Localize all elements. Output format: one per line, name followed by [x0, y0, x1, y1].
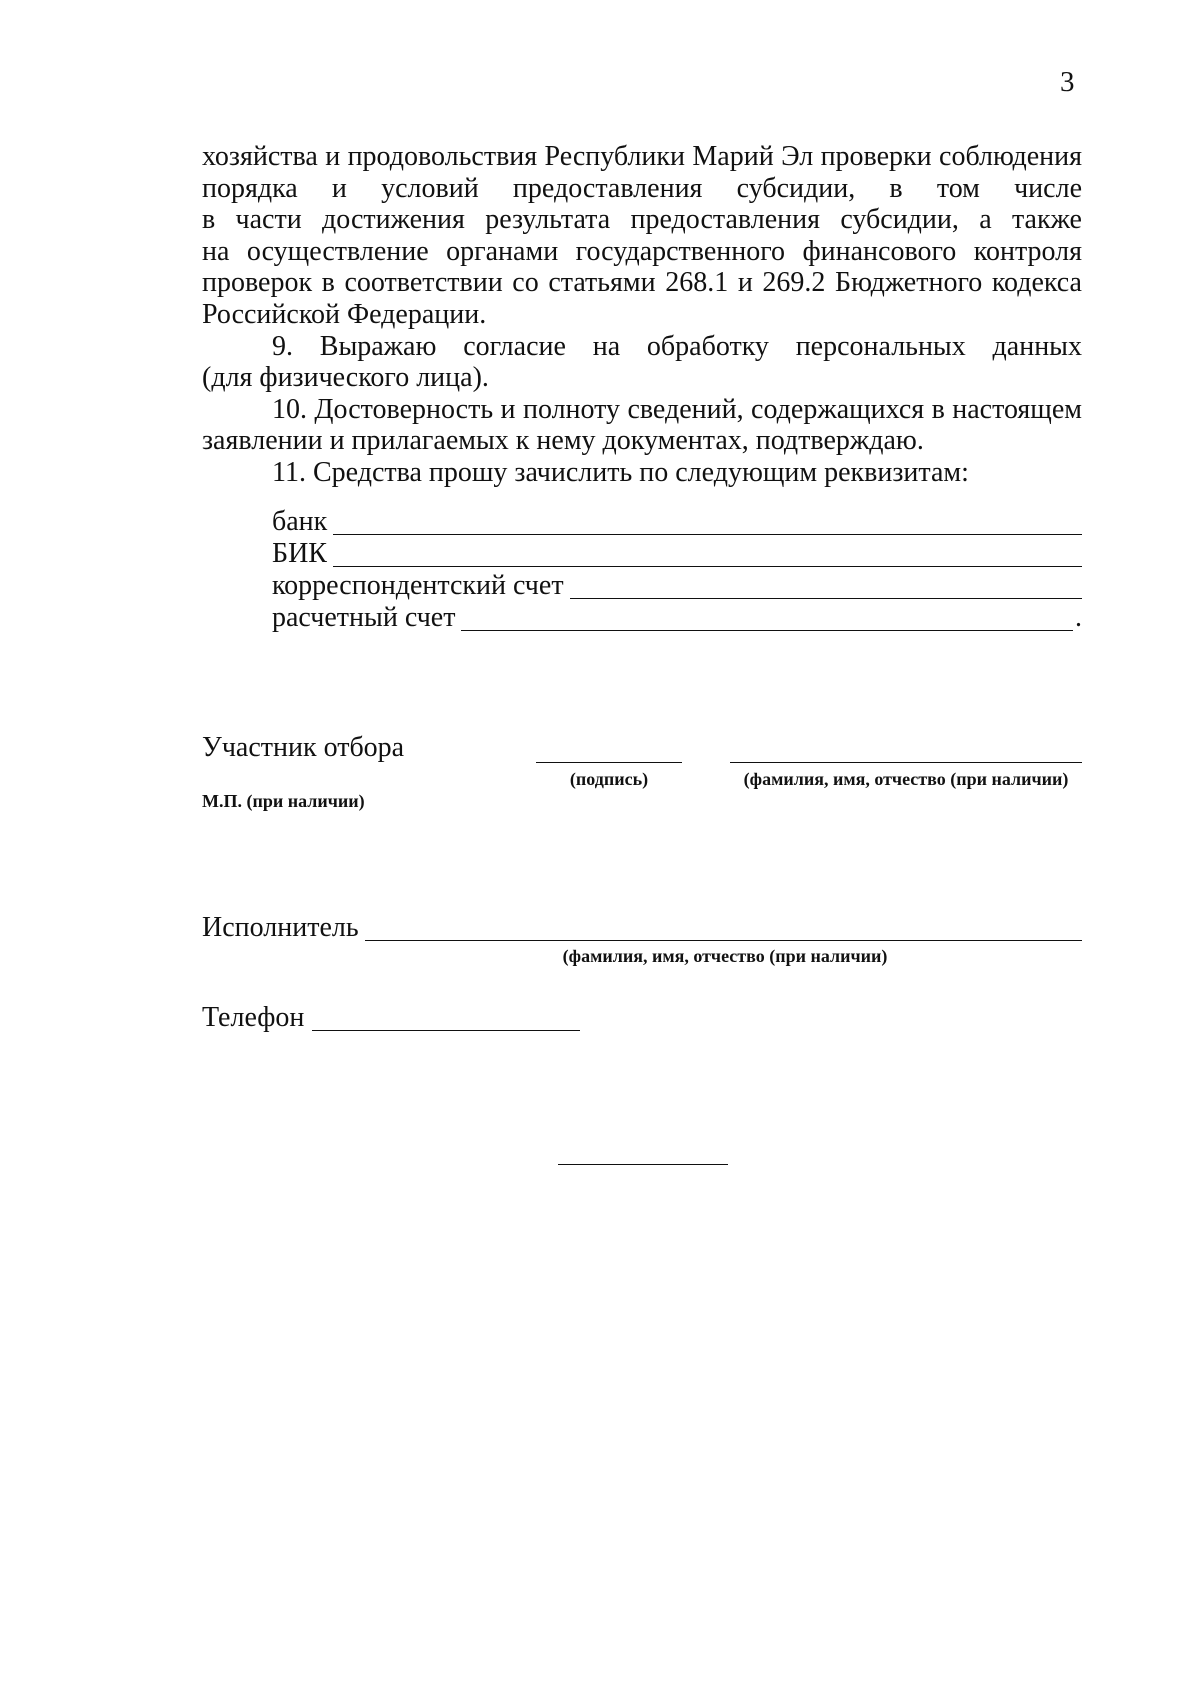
participant-fio-caption: (фамилия, имя, отчество (при наличии) [743, 769, 1069, 789]
paragraph-line: проверок в соответствии со статьями 268.1 и 269.2 Бюджетного кодекса [202, 267, 1082, 299]
corr-account-label: корреспондентский счет [272, 570, 564, 601]
paragraph-continuation [202, 141, 1082, 489]
phone-label: Телефон [202, 1002, 305, 1033]
paragraph-line: в части достижения результата предоставления субсидии, а также [202, 204, 1082, 236]
bik-field-line [333, 540, 1082, 567]
settlement-account-field-line [461, 604, 1073, 631]
paragraph-line: (для физического лица). [202, 362, 489, 394]
trailing-period: . [1075, 602, 1082, 633]
executor-fio-caption: (фамилия, имя, отчество (при наличии) [562, 946, 888, 966]
paragraph-line: заявлении и прилагаемых к нему документах, подтверждаю. [202, 425, 924, 457]
executor-label: Исполнитель [202, 912, 359, 943]
paragraph-item-10: 10. Достоверность и полноту сведений, содержащихся в настоящем [272, 393, 1082, 425]
paragraph-item-11: 11. Средства прошу зачислить по следующим реквизитам: [272, 456, 969, 488]
requisite-bik-row [272, 538, 1082, 570]
end-separator-line [558, 1164, 728, 1165]
paragraph-line: Российской Федерации. [202, 298, 487, 330]
requisite-bank-row [272, 506, 1082, 538]
bank-field-line [333, 508, 1082, 535]
participant-fio-line [730, 762, 1082, 763]
bank-label: банк [272, 506, 328, 537]
signature-line [536, 762, 682, 763]
paragraph-line: хозяйства и продовольствия Республики Марий Эл проверки соблюдения [202, 141, 1082, 172]
paragraph-line: на осуществление органами государственного финансового контроля [202, 235, 1082, 267]
settlement-account-label: расчетный счет [272, 602, 456, 633]
paragraph-line: порядка и условий предоставления субсидии, в том числе [202, 172, 1082, 204]
stamp-label: М.П. (при наличии) [202, 791, 365, 811]
requisite-corr-account-row [272, 570, 1082, 602]
paragraph-item-9: 9. Выражаю согласие на обработку персональных данных [272, 330, 1082, 362]
executor-fio-line [365, 940, 1082, 941]
participant-label: Участник отбора [202, 732, 405, 763]
corr-account-field-line [570, 572, 1082, 599]
signature-caption: (подпись) [569, 769, 649, 789]
requisite-settlement-account-row [272, 602, 1082, 634]
page-number: 3 [1060, 66, 1075, 98]
bik-label: БИК [272, 538, 327, 569]
phone-field-line [312, 1030, 580, 1031]
